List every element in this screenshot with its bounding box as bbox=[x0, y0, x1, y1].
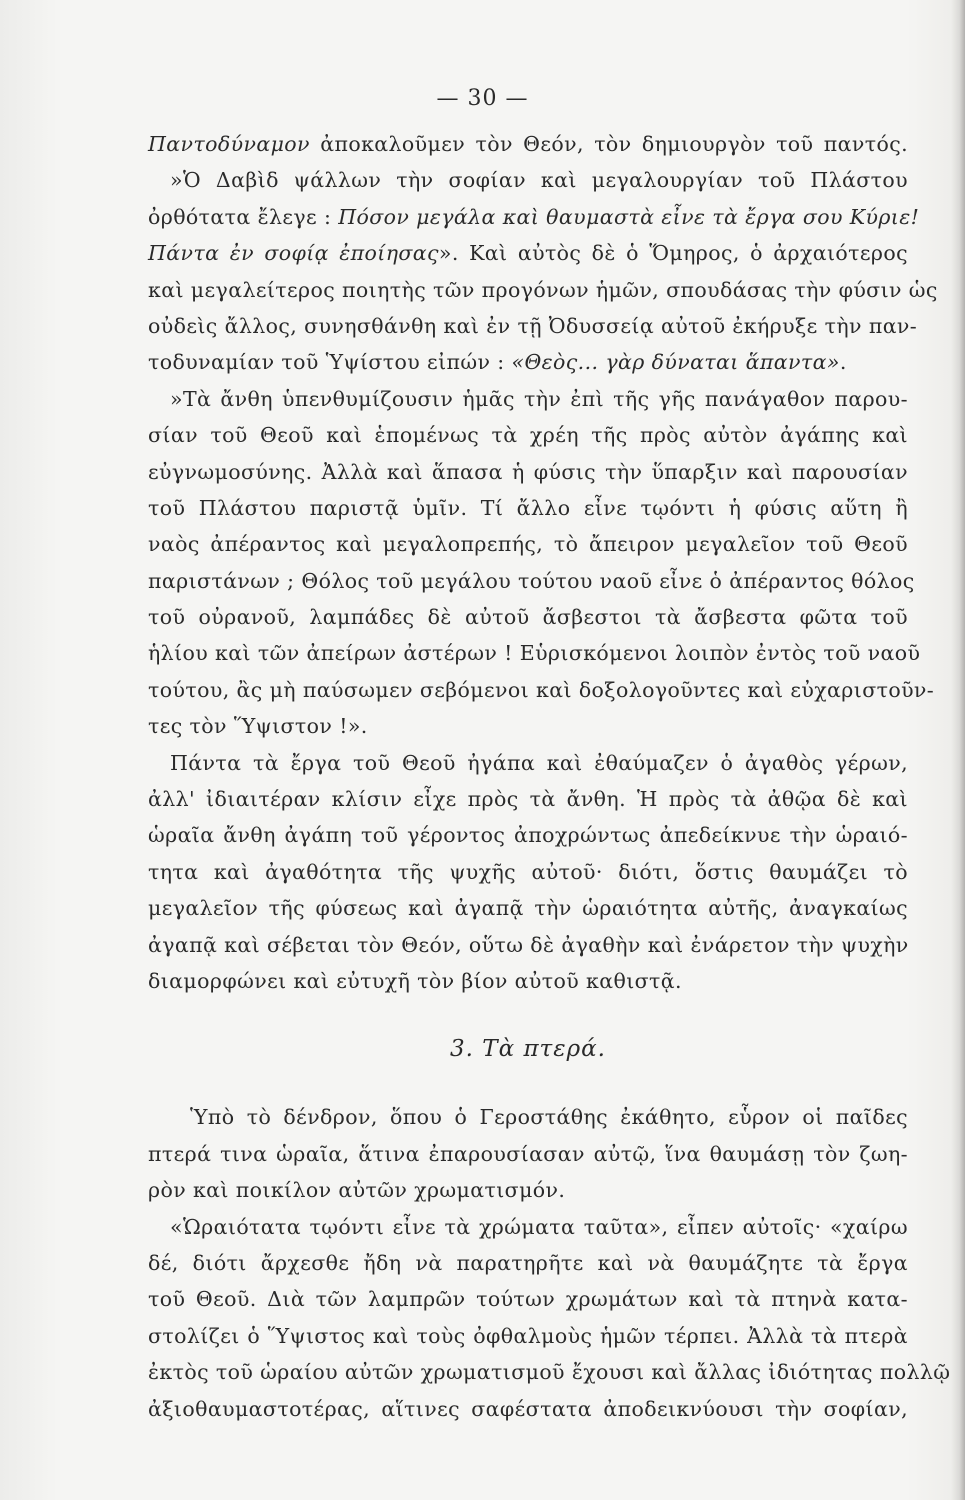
text-line bbox=[148, 235, 908, 271]
text-run: »Τὰ ἄνθη ὑπενθυμίζουσιν ἡμᾶς τὴν ἐπὶ τῆς γῆς πανάγαθον παρου- bbox=[170, 386, 908, 411]
text-run: τούτου, ἂς μὴ παύσωμεν σεβόμενοι καὶ δοξολογοῦντες καὶ εὐχαριστοῦν- bbox=[148, 677, 935, 702]
text-run: τητα καὶ ἀγαθότητα τῆς ψυχῆς αὐτοῦ· διότι, ὅστις θαυμάζει τὸ bbox=[148, 859, 908, 884]
text-run: ἀλλ' ἰδιαιτέραν κλίσιν εἶχε πρὸς τὰ ἄνθη. Ἡ πρὸς τὰ ἀθῷα δὲ καὶ bbox=[148, 787, 908, 812]
text-line bbox=[148, 1391, 908, 1427]
text-run: παριστάνων ; Θόλος τοῦ μεγάλου τούτου ναοῦ εἶνε ὁ ἀπέραντος θόλος bbox=[148, 568, 915, 593]
italic-text: Παντοδύναμον bbox=[148, 132, 310, 156]
text-line bbox=[148, 745, 908, 781]
text-run: ὡραῖα ἄνθη ἀγάπη τοῦ γέροντος ἀποχρώντως ἀπεδείκνυε τὴν ὡραιό- bbox=[148, 823, 908, 848]
section-feathers-text bbox=[148, 1099, 951, 1427]
text-line bbox=[148, 526, 908, 562]
text-line bbox=[148, 162, 908, 198]
text-line bbox=[148, 417, 908, 453]
text-run: ἡλίου καὶ τῶν ἀπείρων ἀστέρων ! Εὑρισκόμενοι λοιπὸν ἐντὸς τοῦ ναοῦ bbox=[148, 641, 921, 666]
text-line bbox=[148, 381, 908, 417]
text-line bbox=[148, 927, 908, 963]
section-heading: 3. Τὰ πτερά. bbox=[450, 1036, 606, 1063]
text-run: ἐκτὸς τοῦ ὡραίου αὐτῶν χρωματισμοῦ ἔχουσι καὶ ἄλλας ἰδιότητας πολλῷ bbox=[148, 1360, 951, 1385]
text-line bbox=[148, 126, 908, 162]
text-line bbox=[148, 854, 908, 890]
text-run: ρὸν καὶ ποικίλον αὐτῶν χρωματισμόν. bbox=[148, 1178, 566, 1203]
page-body bbox=[148, 126, 951, 1427]
text-run: τοδυναμίαν τοῦ Ὑψίστου εἰπών : bbox=[148, 350, 512, 375]
text-line bbox=[148, 308, 918, 344]
text-line bbox=[148, 1281, 908, 1317]
text-run: ἀγαπᾷ καὶ σέβεται τὸν Θεόν, οὕτω δὲ ἀγαθὴν καὶ ἐνάρετον τὴν ψυχὴν bbox=[148, 932, 909, 957]
text-line bbox=[148, 199, 920, 235]
section-flowers-text bbox=[148, 126, 938, 999]
text-run: τες τὸν Ὕψιστον !». bbox=[148, 714, 368, 739]
text-line bbox=[148, 672, 935, 708]
page-edge-shadow bbox=[951, 0, 965, 1500]
italic-text: Πάντα ἐν σοφίᾳ ἐποίησας bbox=[148, 241, 439, 266]
text-run: δέ, διότι ἄρχεσθε ἤδη νὰ παρατηρῆτε καὶ νὰ θαυμάζητε τὰ ἔργα bbox=[148, 1250, 908, 1275]
text-line bbox=[148, 1136, 908, 1172]
text-line bbox=[148, 1209, 908, 1245]
text-line bbox=[148, 344, 908, 380]
text-line bbox=[148, 490, 908, 526]
text-run: ναὸς ἀπέραντος καὶ μεγαλοπρεπής, τὸ ἄπειρον μεγαλεῖον τοῦ Θεοῦ bbox=[148, 532, 908, 557]
text-run: τοῦ οὐρανοῦ, λαμπάδες δὲ αὐτοῦ ἄσβεστοι τὰ ἄσβεστα φῶτα τοῦ bbox=[148, 605, 908, 630]
text-run: »Ὁ Δαβὶδ ψάλλων τὴν σοφίαν καὶ μεγαλουργίαν τοῦ Πλάστου bbox=[170, 168, 908, 193]
text-run: ἀποκαλοῦμεν τὸν Θεόν, τὸν δημιουργὸν τοῦ παντός. bbox=[309, 132, 908, 156]
text-line bbox=[148, 1172, 908, 1208]
text-run: Ὑπὸ τὸ δένδρον, ὅπου ὁ Γεροστάθης ἐκάθητο, εὗρον οἱ παῖδες bbox=[190, 1105, 908, 1130]
text-run: ἀξιοθαυμαστοτέρας, αἵτινες σαφέστατα ἀποδεικνύουσι τὴν σοφίαν, bbox=[148, 1396, 908, 1421]
text-line bbox=[148, 708, 908, 744]
text-line bbox=[148, 781, 908, 817]
text-line bbox=[148, 563, 915, 599]
text-run: στολίζει ὁ Ὕψιστος καὶ τοὺς ὀφθαλμοὺς ἡμῶν τέρπει. Ἀλλὰ τὰ πτερὰ bbox=[148, 1323, 908, 1348]
text-line bbox=[148, 963, 908, 999]
text-run: καὶ μεγαλείτερος ποιητὴς τῶν προγόνων ἡμῶν, σπουδάσας τὴν φύσιν ὡς bbox=[148, 277, 938, 302]
text-run: τοῦ Θεοῦ. Διὰ τῶν λαμπρῶν τούτων χρωμάτων καὶ τὰ πτηνὰ κατα- bbox=[148, 1287, 908, 1312]
text-run: «Ὡραιότατα τῳόντι εἶνε τὰ χρώματα ταῦτα», εἶπεν αὐτοῖς· «χαίρω bbox=[170, 1214, 908, 1239]
text-line bbox=[148, 817, 908, 853]
text-run: . bbox=[839, 350, 847, 375]
text-line bbox=[148, 1099, 908, 1135]
text-line bbox=[148, 272, 938, 308]
text-run: πτερά τινα ὡραῖα, ἅτινα ἐπαρουσίασαν αὐτῷ, ἵνα θαυμάσῃ τὸν ζωη- bbox=[148, 1141, 908, 1166]
text-run: οὐδεὶς ἄλλος, συνησθάνθη καὶ ἐν τῇ Ὀδυσσείᾳ αὐτοῦ ἐκήρυξε τὴν παν- bbox=[148, 313, 918, 338]
text-line bbox=[148, 1318, 908, 1354]
text-line bbox=[148, 890, 908, 926]
text-line bbox=[148, 454, 908, 490]
italic-text: Πόσον μεγάλα καὶ θαυμαστὰ εἶνε τὰ ἔργα σου Κύριε! bbox=[338, 204, 920, 229]
text-run: μεγαλεῖον τῆς φύσεως καὶ ἀγαπᾷ τὴν ὡραιότητα αὐτῆς, ἀναγκαίως bbox=[148, 896, 908, 921]
text-run: ». Καὶ αὐτὸς δὲ ὁ Ὅμηρος, ὁ ἀρχαιότερος bbox=[438, 241, 908, 266]
italic-text: «Θεὸς... γὰρ δύναται ἅπαντα» bbox=[511, 350, 840, 375]
text-line bbox=[148, 1354, 951, 1390]
text-run: εὐγνωμοσύνης. Ἀλλὰ καὶ ἅπασα ἡ φύσις τὴν ὕπαρξιν καὶ παρουσίαν bbox=[148, 459, 908, 484]
text-run: διαμορφώνει καὶ εὐτυχῆ τὸν βίον αὐτοῦ καθιστᾷ. bbox=[148, 968, 682, 993]
text-line bbox=[148, 1245, 908, 1281]
text-line bbox=[148, 599, 908, 635]
text-run: σίαν τοῦ Θεοῦ καὶ ἑπομένως τὰ χρέη τῆς πρὸς αὐτὸν ἀγάπης καὶ bbox=[148, 423, 908, 448]
text-run: Πάντα τὰ ἔργα τοῦ Θεοῦ ἠγάπα καὶ ἐθαύμαζεν ὁ ἀγαθὸς γέρων, bbox=[170, 750, 908, 775]
text-run: ὀρθότατα ἔλεγε : bbox=[148, 204, 339, 229]
page-number: — 30 — bbox=[436, 86, 529, 111]
text-line bbox=[148, 635, 921, 671]
text-run: τοῦ Πλάστου παριστᾷ ὑμῖν. Τί ἄλλο εἶνε τῳόντι ἡ φύσις αὕτη ἢ bbox=[148, 495, 908, 520]
